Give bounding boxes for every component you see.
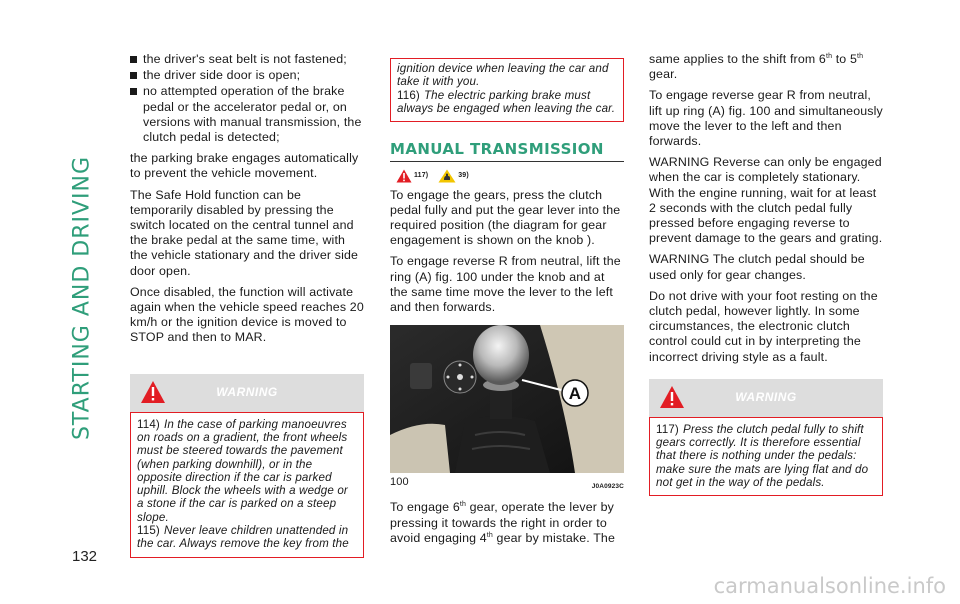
warning-header bbox=[649, 379, 883, 417]
figure-code: J0A0923C bbox=[591, 483, 624, 491]
paragraph: WARNING The clutch pedal should be used only for gear changes. bbox=[649, 252, 865, 282]
list-item: no attempted operation of the brake pedal or the accelerator pedal or, on versions with manual transmission, the clutch pedal is detected; bbox=[130, 84, 364, 145]
warning-title: WARNING bbox=[216, 385, 278, 400]
warning-box-continued: ignition device when leaving the car and take it with you. 116) The electric parking brake must always be engaged when leaving the car. bbox=[390, 58, 624, 122]
section-title: MANUAL TRANSMISSION bbox=[390, 142, 624, 162]
warning-references: 117) 39) bbox=[396, 168, 624, 183]
page-number: 132 bbox=[72, 548, 98, 565]
column-3 bbox=[649, 52, 883, 496]
paragraph: the parking brake engages automatically to prevent the vehicle movement. bbox=[130, 151, 359, 181]
figure-caption bbox=[390, 475, 624, 494]
warning-triangle-icon bbox=[659, 385, 685, 409]
warning-triangle-icon bbox=[140, 380, 166, 404]
paragraph: Once disabled, the function will activate again when the vehicle speed reaches 20 km/h or the ignition device is moved to STOP and then to MAR. bbox=[130, 284, 364, 345]
paragraph: Do not drive with your foot resting on the clutch pedal, however lightly. In some circumstances, the electronic clutch control could cut in by interpreting the incorrect driving style as a fault. bbox=[649, 288, 878, 364]
paragraph: To engage reverse R from neutral, lift the ring (A) fig. 100 under the knob and at the same time move the lever to the left and then forwards. bbox=[390, 254, 621, 315]
list-item: the driver side door is open; bbox=[130, 68, 364, 83]
paragraph: To engage 6th gear, operate the lever by pressing it towards the right in order to avoid engaging 4th gear by mistake. The bbox=[390, 500, 616, 545]
bullet-icon bbox=[130, 88, 137, 95]
watermark: carmanualsonline.info bbox=[713, 574, 946, 598]
paragraph: To engage the gears, press the clutch pedal fully and put the gear lever into the required position (the diagram for gear engagement is shown on the knob ). bbox=[390, 187, 621, 248]
gear-lever-photo bbox=[390, 325, 624, 473]
list-item: the driver's seat belt is not fastened; bbox=[130, 52, 364, 67]
paragraph: To engage reverse gear R from neutral, lift up ring (A) fig. 100 and simultaneously move the lever to the left and then forwards. bbox=[649, 88, 883, 149]
column-2 bbox=[390, 58, 624, 552]
caution-hand-icon bbox=[438, 169, 456, 183]
warning-item: 117) Press the clutch pedal fully to shift gears correctly. It is therefore essential that there is nothing under the pedals: make sure the mats are lying flat and do not get in the way of the pedals. bbox=[656, 422, 869, 490]
figure-number: 100 bbox=[390, 476, 409, 489]
warning-box bbox=[130, 412, 364, 558]
warning-box bbox=[649, 417, 883, 496]
warning-item: 114) In the case of parking manoeuvres on roads on a gradient, the front wheels must be steered towards the pavement (when parking downhill), or in the opposite direction if the car is parked uphill. Block the wheels with a wedge or a stone if the car is parked on a steep slope. bbox=[137, 417, 348, 524]
warning-header bbox=[130, 374, 364, 412]
chapter-title: STARTING AND DRIVING bbox=[69, 155, 95, 441]
paragraph: WARNING Reverse can only be engaged when the car is completely stationary. With the engine running, wait for at least 2 seconds with the clutch pedal fully pressed before engaging reverse to prevent damage to the gears and grating. bbox=[649, 155, 883, 246]
paragraph: The Safe Hold function can be temporarily disabled by pressing the switch located on the central tunnel and the brake pedal at the same time, with the vehicle stationary and the driver side door open. bbox=[130, 187, 359, 278]
warning-title: WARNING bbox=[735, 390, 797, 405]
warning-item: 115) Never leave children unattended in the car. Always remove the key from the bbox=[137, 524, 349, 551]
warning-item: 116) The electric parking brake must always be engaged when leaving the car. bbox=[397, 88, 616, 115]
paragraph: same applies to the shift from 6th to 5th gear. bbox=[649, 52, 864, 82]
figure-callout-label: A bbox=[568, 384, 582, 404]
bullet-icon bbox=[130, 72, 137, 79]
warning-triangle-icon bbox=[396, 169, 412, 183]
bullet-icon bbox=[130, 56, 137, 63]
column-1 bbox=[130, 52, 364, 558]
